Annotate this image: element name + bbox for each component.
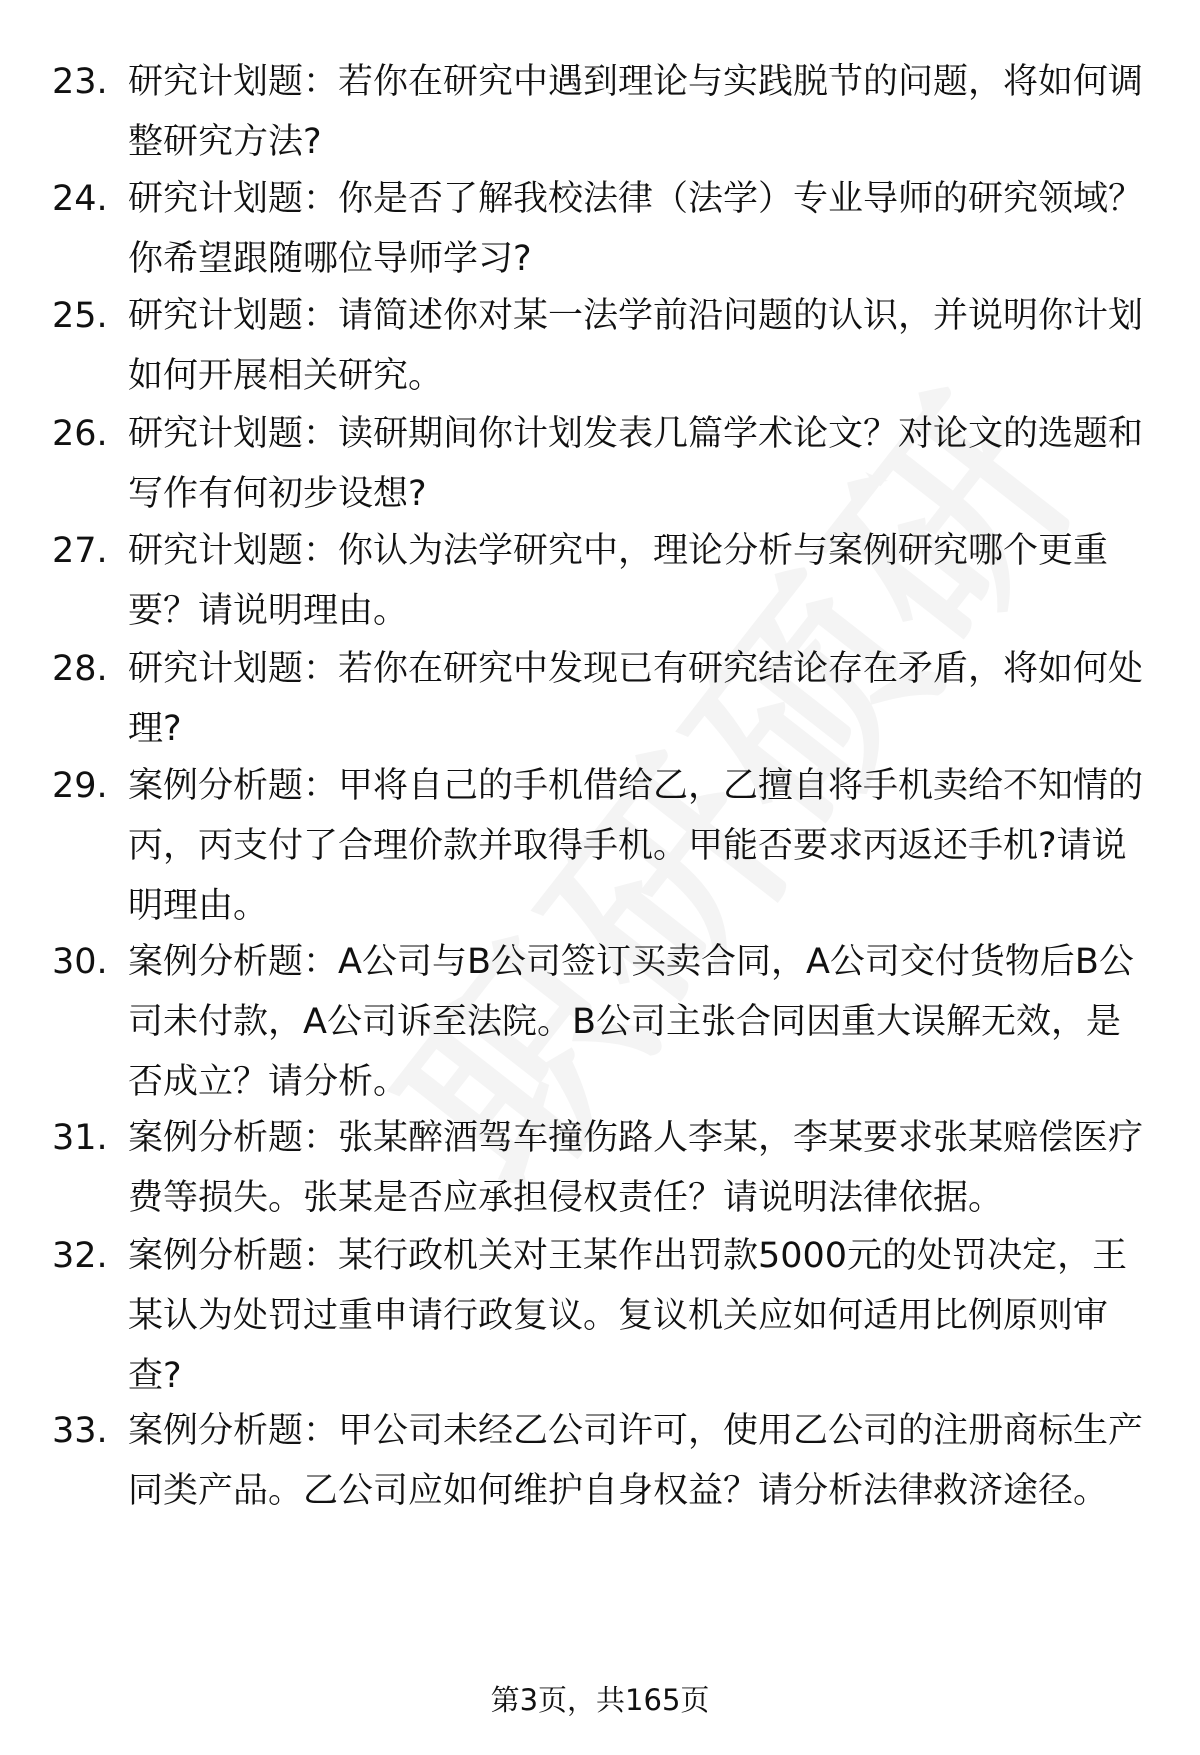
question-text: 案例分析题：某行政机关对王某作出罚款5000元的处罚决定，王某认为处罚过重申请行政复议。复议机关应如何适用比例原则审查?: [128, 1236, 1128, 1396]
question-number: 27.: [52, 531, 108, 571]
question-text: 研究计划题：你是否了解我校法律（法学）专业导师的研究领域？你希望跟随哪位导师学习?: [128, 179, 1144, 279]
question-number: 33.: [52, 1411, 108, 1451]
question-item: [52, 175, 1162, 289]
question-item: [52, 1407, 1162, 1521]
question-text: 案例分析题：张某醉酒驾车撞伤路人李某，李某要求张某赔偿医疗费等损失。张某是否应承担侵权责任？请说明法律依据。: [128, 1118, 1144, 1218]
question-item: [52, 1232, 1162, 1406]
question-number: 23.: [52, 62, 108, 102]
page-indicator: 第3页，共165页: [490, 1683, 710, 1717]
question-text: 研究计划题：你认为法学研究中，理论分析与案例研究哪个更重要？请说明理由。: [128, 531, 1109, 631]
question-item: [52, 938, 1162, 1112]
question-text: 研究计划题：若你在研究中发现已有研究结论存在矛盾，将如何处理?: [128, 649, 1144, 749]
question-text: 案例分析题：甲将自己的手机借给乙，乙擅自将手机卖给不知情的丙，丙支付了合理价款并取得手机。甲能否要求丙返还手机?请说明理由。: [128, 766, 1144, 926]
question-item: [52, 292, 1162, 406]
question-text: 研究计划题：读研期间你计划发表几篇学术论文？对论文的选题和写作有何初步设想?: [128, 414, 1144, 514]
question-text: 案例分析题：A公司与B公司签订买卖合同，A公司交付货物后B公司未付款，A公司诉至法院。B公司主张合同因重大误解无效，是否成立？请分析。: [128, 942, 1134, 1102]
question-item: [52, 58, 1162, 172]
question-item: [52, 410, 1162, 524]
question-text: 案例分析题：甲公司未经乙公司许可，使用乙公司的注册商标生产同类产品。乙公司应如何维护自身权益？请分析法律救济途径。: [128, 1411, 1144, 1511]
question-number: 24.: [52, 179, 108, 219]
question-item: [52, 762, 1162, 936]
question-text: 研究计划题：若你在研究中遇到理论与实践脱节的问题，将如何调整研究方法?: [128, 62, 1144, 162]
question-item: [52, 527, 1162, 641]
question-number: 26.: [52, 414, 108, 454]
question-number: 32.: [52, 1236, 108, 1276]
question-number: 25.: [52, 296, 108, 336]
question-text: 研究计划题：请简述你对某一法学前沿问题的认识，并说明你计划如何开展相关研究。: [128, 296, 1144, 396]
question-number: 28.: [52, 649, 108, 689]
question-item: [52, 645, 1162, 759]
question-item: [52, 1114, 1162, 1228]
question-number: 30.: [52, 942, 108, 982]
question-number: 29.: [52, 766, 108, 806]
question-number: 31.: [52, 1118, 108, 1158]
